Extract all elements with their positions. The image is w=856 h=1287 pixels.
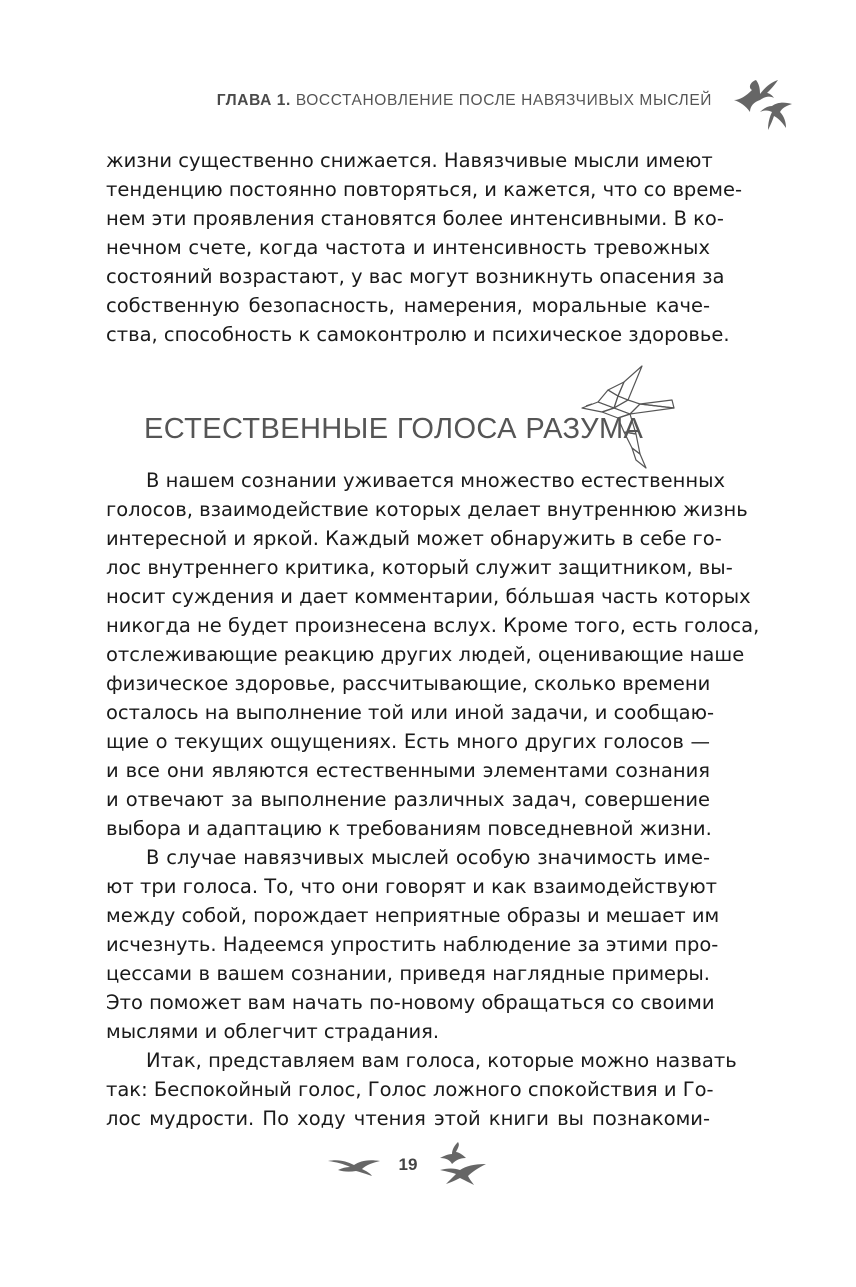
origami-swallow-icon xyxy=(578,362,676,472)
text-line: и отвечают за выполнение различных задач, совершение xyxy=(106,788,710,811)
text-line: тенденцию постоянно повторяться, и кажется, что со време- xyxy=(106,178,743,201)
text-line: интересной и яркой. Каждый может обнаружить в себе го- xyxy=(106,527,722,550)
running-header xyxy=(200,92,712,110)
text-line: нем эти проявления становятся более интенсивными. В ко- xyxy=(106,207,724,230)
text-line: В нашем сознании уживается множество естественных xyxy=(146,469,726,492)
text-line: щие о текущих ощущениях. Есть много других голосов — xyxy=(106,730,710,753)
text-line: собственную безопасность, намерения, моральные каче- xyxy=(106,294,710,317)
page-number: 19 xyxy=(398,1155,418,1174)
text-line: мыслями и облегчит страдания. xyxy=(106,1020,440,1043)
text-line: исчезнуть. Надеемся упростить наблюдение за этими про- xyxy=(106,933,719,956)
text-line: лос мудрости. По ходу чтения этой книги вы познакоми- xyxy=(106,1107,710,1130)
text-line: состояний возрастают, у вас могут возникнуть опасения за xyxy=(106,265,725,288)
text-line: лос внутреннего критика, который служит защитником, вы- xyxy=(106,556,733,579)
text-line: В случае навязчивых мыслей особую значимость име- xyxy=(146,846,710,869)
text-line: так: Беспокойный голос, Голос ложного спокойствия и Го- xyxy=(106,1078,714,1101)
text-line: отслеживающие реакцию других людей, оценивающие наше xyxy=(106,643,745,666)
text-line: Это поможет вам начать по-новому обращаться со своими xyxy=(106,991,715,1014)
text-line: и все они являются естественными элементами сознания xyxy=(106,759,710,782)
text-line: выбора и адаптацию к требованиям повседневной жизни. xyxy=(106,817,712,840)
text-line: носит суждения и дает комментарии, бо́льшая часть которых xyxy=(106,585,751,608)
text-line: жизни существенно снижается. Навязчивые мысли имеют xyxy=(106,149,713,172)
chapter-title: ВОССТАНОВЛЕНИЕ ПОСЛЕ НАВЯЗЧИВЫХ МЫСЛЕЙ xyxy=(295,92,712,109)
text-line: между собой, порождает неприятные образы и мешает им xyxy=(106,904,720,927)
flying-birds-icon xyxy=(726,72,798,132)
section-heading: ЕСТЕСТВЕННЫЕ ГОЛОСА РАЗУМА xyxy=(144,413,644,445)
text-line: ют три голоса. То, что они говорят и как взаимодействуют xyxy=(106,875,718,898)
text-line: цессами в вашем сознании, приведя наглядные примеры. xyxy=(106,962,710,985)
text-line: никогда не будет произнесена вслух. Кроме того, есть голоса, xyxy=(106,614,760,637)
bird-icon xyxy=(326,1155,382,1177)
birds-icon xyxy=(432,1140,490,1186)
chapter-label: ГЛАВА 1. xyxy=(216,92,291,109)
text-line: физическое здоровье, рассчитывающие, сколько времени xyxy=(106,672,711,695)
text-line: нечном счете, когда частота и интенсивность тревожных xyxy=(106,236,710,259)
text-line: ства, способность к самоконтролю и психическое здоровье. xyxy=(106,323,730,346)
text-line: Итак, представляем вам голоса, которые можно назвать xyxy=(146,1049,737,1072)
text-line: голосов, взаимодействие которых делает внутреннюю жизнь xyxy=(106,498,748,521)
text-line: осталось на выполнение той или иной задачи, и сообщаю- xyxy=(106,701,715,724)
